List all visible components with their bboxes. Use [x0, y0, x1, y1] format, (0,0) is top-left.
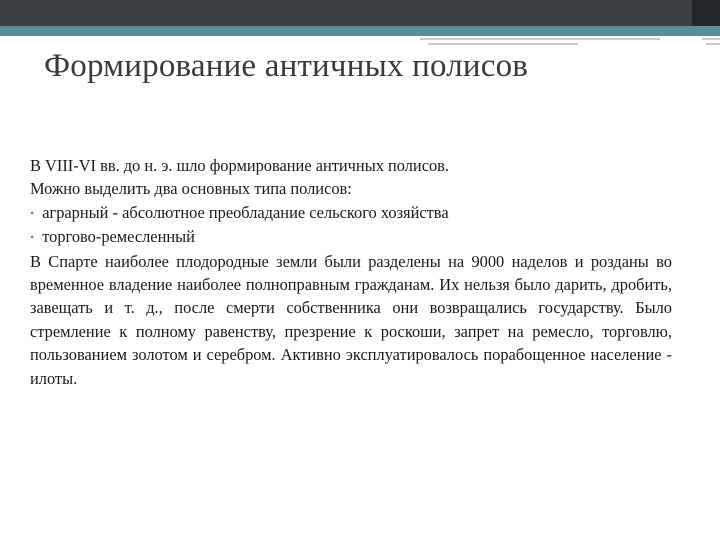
- slide-title: Формирование античных полисов: [44, 48, 529, 84]
- header-stripe: [428, 43, 578, 45]
- body-line-types: Можно выделить два основных типа полисов:: [30, 179, 352, 199]
- slide-body: [30, 154, 672, 390]
- header-stripe: [702, 38, 720, 40]
- header-bar-corner: [692, 0, 720, 26]
- header-bar: [0, 0, 720, 26]
- header-stripe: [420, 38, 660, 40]
- bullet-icon: •: [30, 230, 35, 245]
- header-stripe: [706, 43, 720, 45]
- sparta-paragraph: В Спарте наиболее плодородные земли были разделены на 9000 наделов и розданы во временное владение наиболее полноправным гражданам. Их нельзя было дарить, дробить, завещать и т. д., после смерти собственника они возвращались государству. Было стремление к полному равенству, презрение к роскоши, запрет на ремесло, торговлю, пользованием золотом и серебром. Активно эксплуатировалось порабощенное население - илоты.: [30, 251, 672, 388]
- body-line-intro: В VIII-VI вв. до н. э. шло формирование античных полисов.: [30, 156, 450, 175]
- bullet-icon: •: [30, 205, 35, 220]
- bullet-item-label: торгово-ремесленный: [42, 227, 195, 247]
- bullet-item-label: аграрный - абсолютное преобладание сельского хозяйства: [42, 202, 449, 222]
- header-accent-band: [0, 26, 720, 36]
- bullet-item-agrarian: [30, 201, 672, 225]
- bullet-item-trade: [30, 225, 672, 249]
